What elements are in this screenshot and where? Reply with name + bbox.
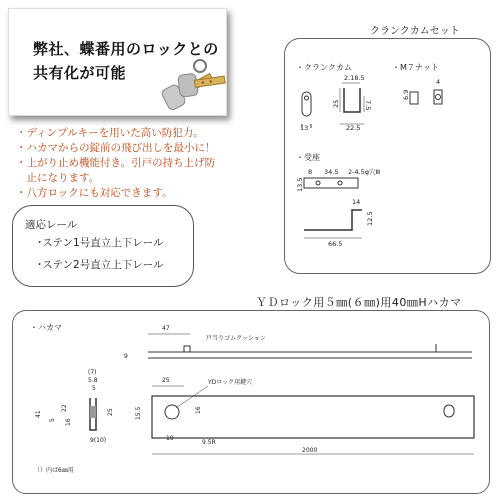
rail-item-2: ･ステン2号直立上下レール xyxy=(37,259,164,271)
hk-dim-19: 19 xyxy=(166,435,174,442)
rail-item-1: ･ステン1号直立上下レール xyxy=(37,237,164,249)
hk-hole-label: YDロック用鍵穴 xyxy=(208,379,253,386)
hk-dim-41: 41 xyxy=(35,410,42,418)
recv-dim-665: 66.5 xyxy=(328,240,343,248)
recv-dim-holes: 2-4.5φ穴Ⅲ xyxy=(348,168,381,176)
feature-2: ・ハカマからの錠前の飛び出しを最小に！ xyxy=(16,142,216,154)
hk-dim-25-side: 25 xyxy=(107,408,114,416)
cam-dim-top: 2.18.5 xyxy=(344,74,365,82)
hk-dim-155: 15.5 xyxy=(135,406,142,420)
hakama-drawing xyxy=(12,310,488,492)
hk-dim-7: (7) xyxy=(88,369,97,376)
hk-dim-5b: 5 xyxy=(49,418,56,422)
recv-dim-135: 13.5 xyxy=(296,177,304,192)
hakama-label: ・ハカマ xyxy=(30,323,62,332)
hk-dim-16-front: 16 xyxy=(195,406,202,414)
hk-dim-47: 47 xyxy=(162,325,170,332)
receiver-label: ・受座 xyxy=(296,153,320,162)
cam-dim-13: 13 xyxy=(300,124,309,132)
rail-title: 適応レール xyxy=(25,219,78,231)
promo-line-1: 弊社、蝶番用のロックとの xyxy=(33,40,219,58)
key-illustration xyxy=(150,52,230,122)
cam-dim-75: 7.5 xyxy=(364,100,372,111)
hk-note: （）内は6㎜用 xyxy=(34,467,74,474)
crank-cam-label: ・クランクカム xyxy=(296,63,352,72)
crank-set-drawing xyxy=(284,38,489,272)
recv-dim-8: 8 xyxy=(308,168,313,176)
hk-dim-910: 9(10) xyxy=(90,437,107,444)
recv-dim-345: 34.5 xyxy=(324,168,339,176)
feature-3: ・上がり止め機能付き。引戸の持ち上げ防 xyxy=(16,157,216,169)
hk-dim-5: 5 xyxy=(92,385,96,392)
rail-box xyxy=(12,205,194,287)
nut-dim-69: 6.9 xyxy=(402,89,410,100)
cam-dim-225: 22.5 xyxy=(346,124,361,132)
hk-dim-16: 16 xyxy=(65,418,72,426)
feature-list xyxy=(16,126,216,201)
recv-dim-125: 12.5 xyxy=(366,211,374,226)
nut-label: ・M７ナット xyxy=(392,63,439,72)
hk-dim-9: 9 xyxy=(124,353,128,360)
hk-dim-58: 5.8 xyxy=(88,377,98,384)
cam-dim-25: 25 xyxy=(332,99,340,108)
hk-cushion-label: 戸当りゴムクッション xyxy=(206,335,266,342)
recv-dim-14: 14 xyxy=(352,198,361,206)
feature-1: ・ディンプルキーを用いた高い防犯力。 xyxy=(16,127,204,139)
feature-3-cont: 止になります。 xyxy=(16,172,100,184)
hk-dim-95r: 9.5R xyxy=(202,439,216,446)
crank-set-title: クランクカムセット xyxy=(370,26,460,37)
hk-dim-2000: 2000 xyxy=(302,447,318,454)
hk-dim-22: 22 xyxy=(61,404,68,412)
nut-dim-4: 4 xyxy=(436,78,441,86)
yd-title: ＹＤロック用５㎜(６㎜)用40㎜Hハカマ xyxy=(256,296,462,309)
hk-dim-25: 25 xyxy=(162,377,170,384)
feature-4: ・八方ロックにも対応できます。 xyxy=(16,187,173,199)
promo-line-2: 共有化が可能 xyxy=(33,64,127,82)
